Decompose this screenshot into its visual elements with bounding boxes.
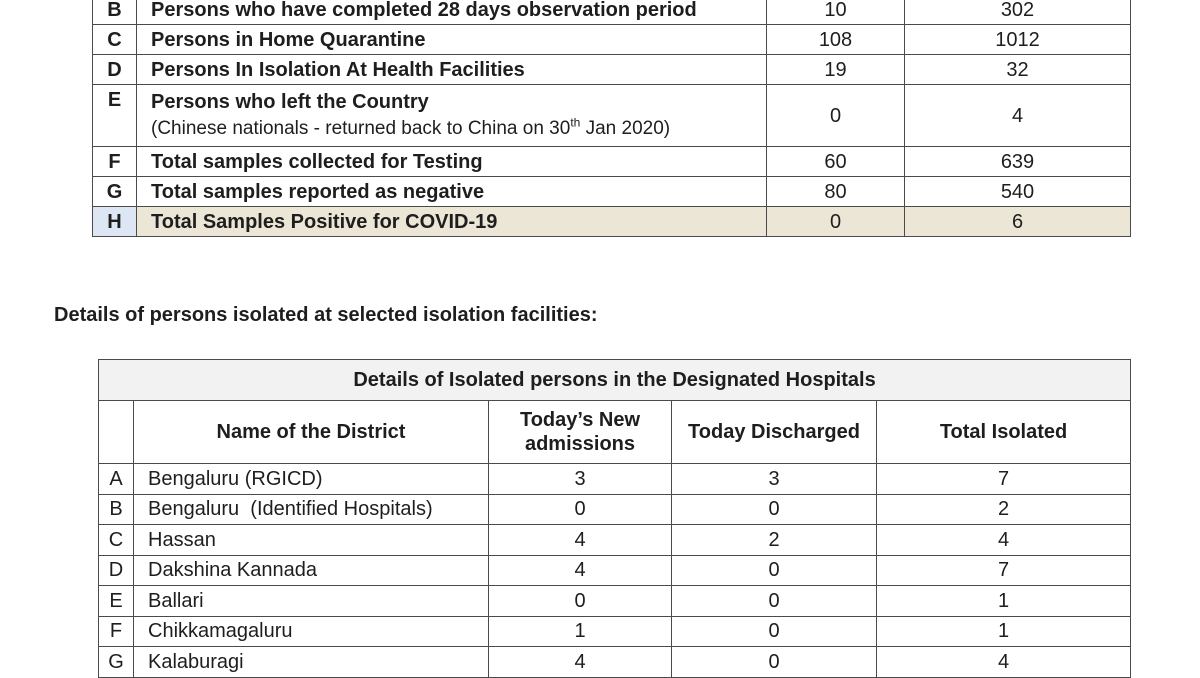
table-row (99, 464, 1131, 495)
row-description-cell (137, 85, 767, 147)
table-caption-row (99, 360, 1131, 401)
discharged-value: 0 (672, 647, 877, 678)
discharged-value: 0 (672, 616, 877, 647)
row-note-text-end: Jan 2020) (580, 118, 671, 140)
district-name: Kalaburagi (134, 647, 489, 678)
row-today-value: 60 (767, 147, 905, 177)
total-isolated-value: 1 (877, 586, 1131, 617)
row-description: Persons who have completed 28 days observation period (137, 0, 767, 25)
summary-row (93, 25, 1131, 55)
row-today-value: 19 (767, 55, 905, 85)
summary-row (93, 147, 1131, 177)
new-admissions-value: 1 (489, 616, 672, 647)
table-row (99, 616, 1131, 647)
summary-table (92, 0, 1131, 237)
row-description: Total Samples Positive for COVID-19 (137, 207, 767, 237)
summary-row (93, 85, 1131, 147)
district-name: Hassan (134, 525, 489, 556)
row-total-value: 639 (905, 147, 1131, 177)
new-admissions-value: 4 (489, 525, 672, 556)
row-description: Total samples reported as negative (137, 177, 767, 207)
row-note (151, 115, 766, 141)
row-total-value: 540 (905, 177, 1131, 207)
discharged-value: 0 (672, 586, 877, 617)
row-description: Persons who left the Country (151, 91, 429, 114)
row-description: Persons in Home Quarantine (137, 25, 767, 55)
isolation-table (98, 359, 1131, 678)
new-admissions-value: 4 (489, 555, 672, 586)
row-today-value: 80 (767, 177, 905, 207)
table-header-row (99, 401, 1131, 464)
row-today-value: 0 (767, 207, 905, 237)
header-new-admissions: Today’s New admissions (489, 401, 672, 464)
row-code: B (93, 0, 137, 25)
row-today-value: 108 (767, 25, 905, 55)
district-name: Dakshina Kannada (134, 555, 489, 586)
discharged-value: 0 (672, 494, 877, 525)
total-isolated-value: 7 (877, 464, 1131, 495)
new-admissions-value: 4 (489, 647, 672, 678)
district-code: F (99, 616, 134, 647)
district-name: Chikkamagaluru (134, 616, 489, 647)
district-code: G (99, 647, 134, 678)
discharged-value: 3 (672, 464, 877, 495)
table-row (99, 647, 1131, 678)
row-note-superscript: th (570, 115, 581, 130)
row-code: D (93, 55, 137, 85)
district-code: C (99, 525, 134, 556)
row-code: C (93, 25, 137, 55)
district-code: A (99, 464, 134, 495)
row-today-value: 10 (767, 0, 905, 25)
section-heading: Details of persons isolated at selected isolation facilities: (54, 304, 598, 326)
row-description: Total samples collected for Testing (137, 147, 767, 177)
summary-row (93, 55, 1131, 85)
district-name: Bengaluru (Identified Hospitals) (134, 494, 489, 525)
row-total-value: 4 (905, 85, 1131, 147)
district-code: D (99, 555, 134, 586)
total-isolated-value: 2 (877, 494, 1131, 525)
summary-row-highlighted (93, 207, 1131, 237)
total-isolated-value: 1 (877, 616, 1131, 647)
row-code: G (93, 177, 137, 207)
discharged-value: 0 (672, 555, 877, 586)
header-discharged: Today Discharged (672, 401, 877, 464)
district-code: B (99, 494, 134, 525)
district-code: E (99, 586, 134, 617)
row-today-value: 0 (767, 85, 905, 147)
new-admissions-value: 3 (489, 464, 672, 495)
header-code (99, 401, 134, 464)
new-admissions-value: 0 (489, 586, 672, 617)
row-code: F (93, 147, 137, 177)
row-total-value: 302 (905, 0, 1131, 25)
row-total-value: 32 (905, 55, 1131, 85)
row-description: Persons In Isolation At Health Facilities (137, 55, 767, 85)
discharged-value: 2 (672, 525, 877, 556)
total-isolated-value: 4 (877, 647, 1131, 678)
row-total-value: 6 (905, 207, 1131, 237)
table-row (99, 586, 1131, 617)
row-total-value: 1012 (905, 25, 1131, 55)
table-caption: Details of Isolated persons in the Designated Hospitals (99, 360, 1131, 401)
summary-row (93, 0, 1131, 25)
new-admissions-value: 0 (489, 494, 672, 525)
total-isolated-value: 7 (877, 555, 1131, 586)
summary-row (93, 177, 1131, 207)
row-note-text: (Chinese nationals - returned back to China on 30 (151, 118, 571, 140)
header-total-isolated: Total Isolated (877, 401, 1131, 464)
district-name: Ballari (134, 586, 489, 617)
table-row (99, 555, 1131, 586)
row-code: E (93, 85, 137, 147)
table-row (99, 525, 1131, 556)
header-district: Name of the District (134, 401, 489, 464)
row-code: H (93, 207, 137, 237)
district-name: Bengaluru (RGICD) (134, 464, 489, 495)
table-row (99, 494, 1131, 525)
total-isolated-value: 4 (877, 525, 1131, 556)
